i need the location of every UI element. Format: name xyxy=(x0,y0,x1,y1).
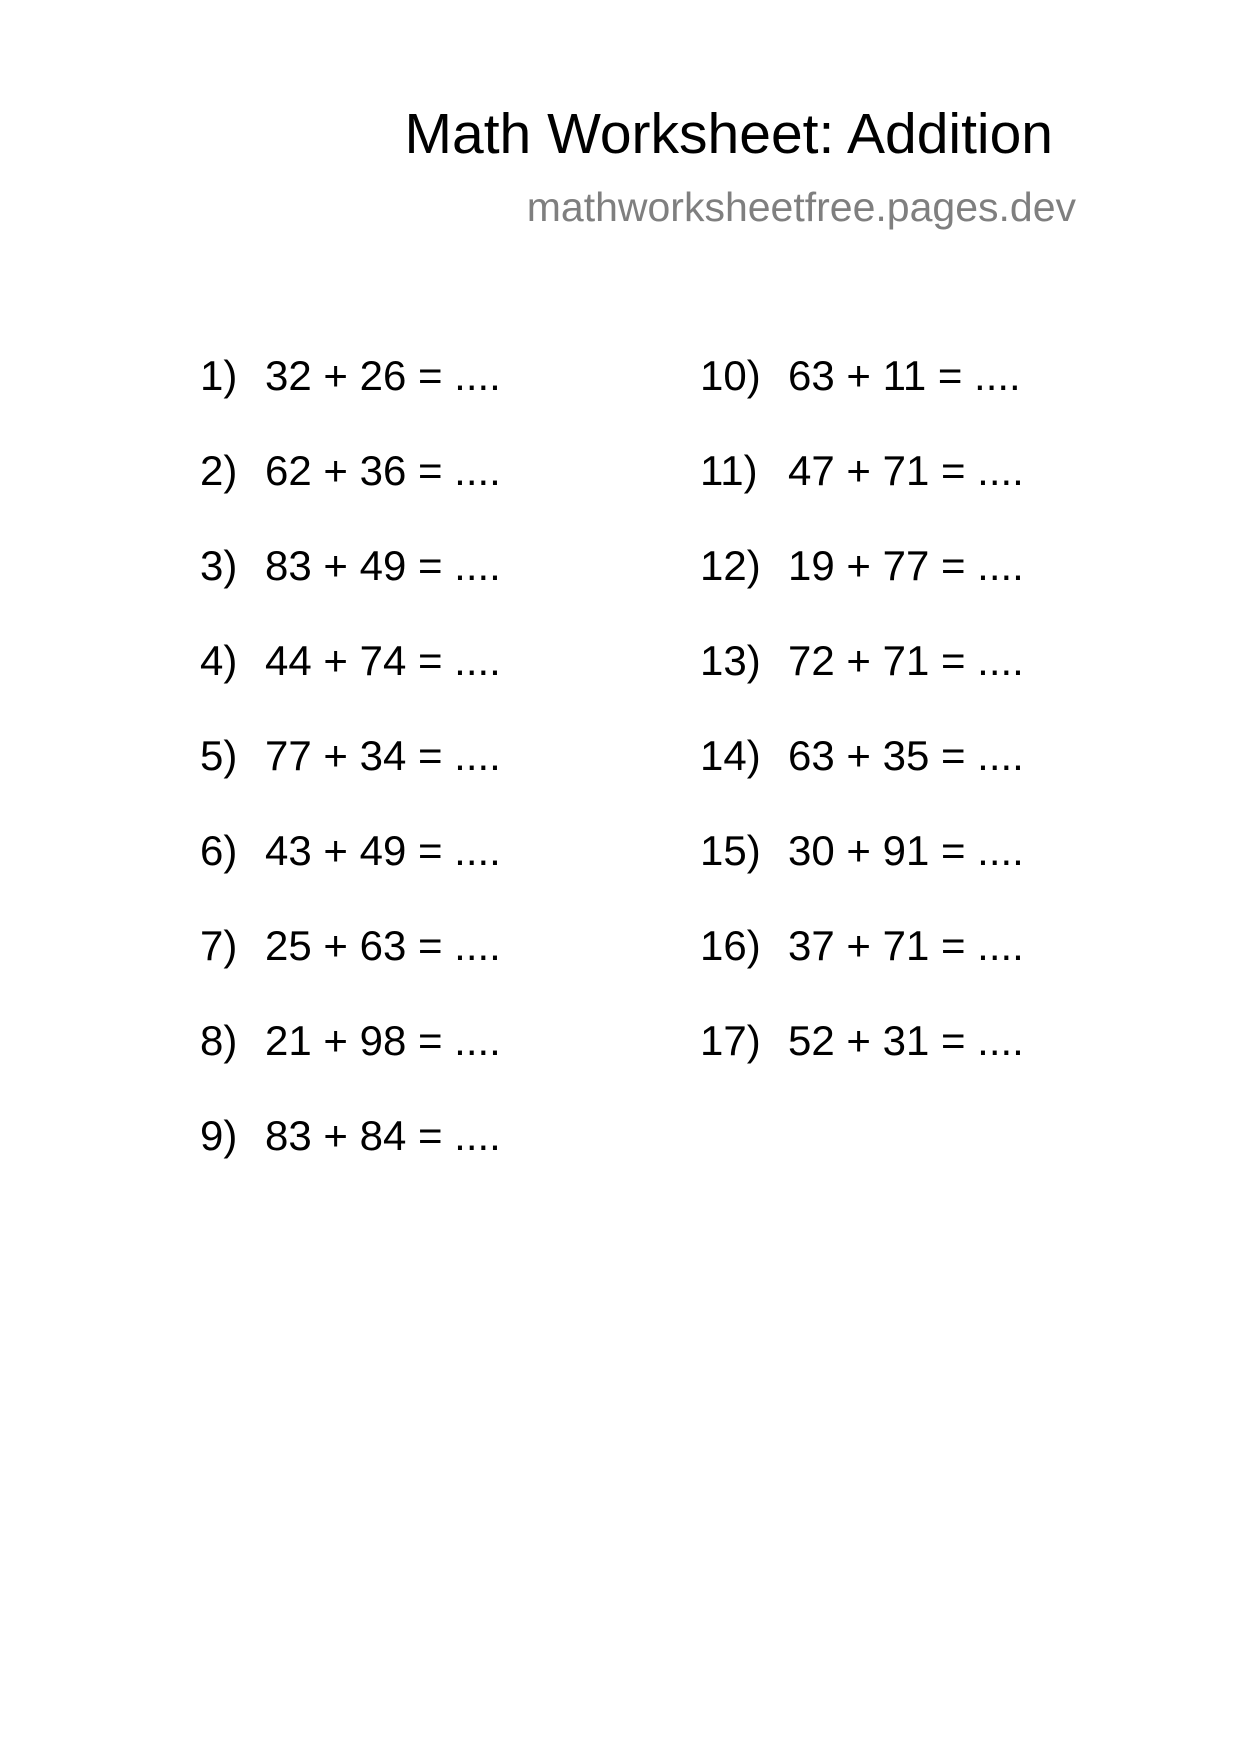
problem-expression: 72 + 71 = .... xyxy=(788,637,1024,684)
problem-expression: 47 + 71 = .... xyxy=(788,447,1024,494)
worksheet-source-url: mathworksheetfree.pages.dev xyxy=(526,184,1076,230)
problem-number: 9) xyxy=(200,1112,238,1159)
problem-number: 15) xyxy=(700,827,761,874)
problem-item xyxy=(200,922,501,1017)
problem-expression: 83 + 49 = .... xyxy=(265,542,501,589)
problem-item xyxy=(200,732,501,827)
problem-item xyxy=(700,447,1024,542)
problem-expression: 63 + 11 = .... xyxy=(788,352,1021,399)
problem-number: 7) xyxy=(200,922,238,969)
problem-number: 13) xyxy=(700,637,761,684)
problem-expression: 25 + 63 = .... xyxy=(265,922,501,969)
problem-number: 14) xyxy=(700,732,761,779)
problem-expression: 21 + 98 = .... xyxy=(265,1017,501,1064)
problem-expression: 37 + 71 = .... xyxy=(788,922,1024,969)
problem-number: 4) xyxy=(200,637,238,684)
problem-item xyxy=(200,1112,501,1207)
problem-item xyxy=(700,827,1024,922)
problem-expression: 83 + 84 = .... xyxy=(265,1112,501,1159)
problem-item xyxy=(700,542,1024,637)
problem-expression: 62 + 36 = .... xyxy=(265,447,501,494)
problem-item xyxy=(700,922,1024,1017)
problem-column-right xyxy=(700,352,1024,1112)
problem-expression: 44 + 74 = .... xyxy=(265,637,501,684)
problem-number: 10) xyxy=(700,352,761,399)
problem-number: 12) xyxy=(700,542,761,589)
problem-expression: 52 + 31 = .... xyxy=(788,1017,1024,1064)
problem-item xyxy=(700,1017,1024,1112)
problem-expression: 19 + 77 = .... xyxy=(788,542,1024,589)
problem-expression: 30 + 91 = .... xyxy=(788,827,1024,874)
problem-item xyxy=(200,542,501,637)
problem-number: 6) xyxy=(200,827,238,874)
problem-column-left xyxy=(200,352,501,1207)
problem-number: 16) xyxy=(700,922,761,969)
problem-item xyxy=(200,1017,501,1112)
problem-number: 8) xyxy=(200,1017,238,1064)
problem-item xyxy=(700,637,1024,732)
problem-number: 17) xyxy=(700,1017,761,1064)
problem-number: 2) xyxy=(200,447,238,494)
problem-item xyxy=(200,637,501,732)
problem-expression: 63 + 35 = .... xyxy=(788,732,1024,779)
problem-number: 11) xyxy=(700,447,758,494)
problem-item xyxy=(700,732,1024,827)
problem-number: 5) xyxy=(200,732,238,779)
problem-item xyxy=(200,352,501,447)
problem-expression: 43 + 49 = .... xyxy=(265,827,501,874)
problem-item xyxy=(200,447,501,542)
worksheet-title: Math Worksheet: Addition xyxy=(404,102,1053,166)
problem-number: 3) xyxy=(200,542,238,589)
problem-item xyxy=(700,352,1024,447)
problem-expression: 32 + 26 = .... xyxy=(265,352,501,399)
problem-expression: 77 + 34 = .... xyxy=(265,732,501,779)
problem-item xyxy=(200,827,501,922)
problem-number: 1) xyxy=(200,352,238,399)
